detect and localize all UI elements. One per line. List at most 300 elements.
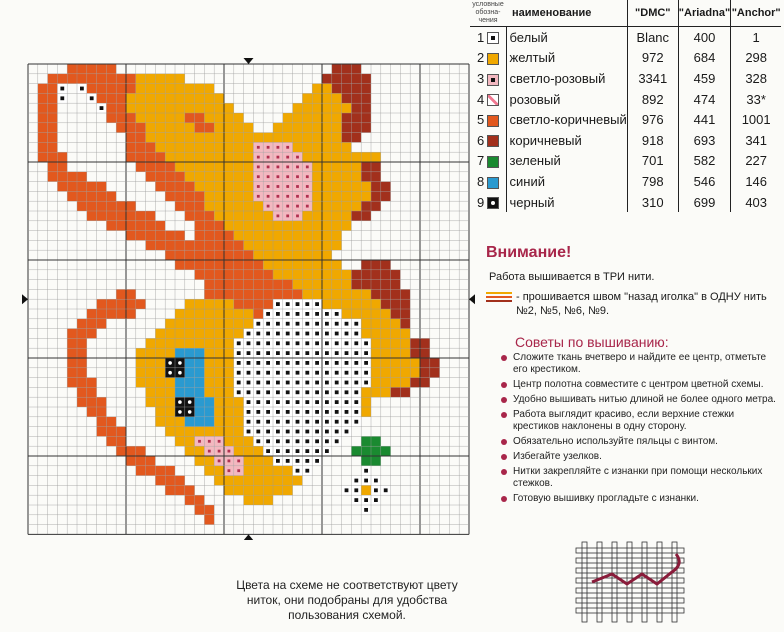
stitch-cell <box>371 162 381 172</box>
center-marker-icon <box>469 294 475 304</box>
stitch-cell <box>195 387 205 397</box>
pink-stitch-mark <box>306 205 309 208</box>
white-stitch-mark <box>266 400 270 404</box>
stitch-cell <box>400 329 410 339</box>
white-stitch-mark <box>315 361 319 365</box>
white-stitch-mark <box>345 430 349 434</box>
white-stitch-mark <box>276 420 280 424</box>
legend-row-name: зеленый <box>506 151 627 172</box>
color-swatch <box>487 89 506 110</box>
stitch-cell <box>106 211 116 221</box>
stitch-cell <box>361 436 371 446</box>
stitch-cell <box>381 329 391 339</box>
stitch-cell <box>155 240 165 250</box>
legend-header-anchor: "Anchor" <box>731 0 782 27</box>
stitch-cell <box>48 152 58 162</box>
stitch-cell <box>106 64 116 74</box>
stitch-cell <box>234 201 244 211</box>
stitch-cell <box>371 182 381 192</box>
white-stitch-mark <box>296 439 300 443</box>
white-stitch-mark <box>256 390 260 394</box>
stitch-cell <box>322 152 332 162</box>
pink-stitch-mark <box>286 156 289 159</box>
stitch-cell <box>293 103 303 113</box>
stitch-cell <box>155 103 165 113</box>
stitch-cell <box>244 162 254 172</box>
stitch-cell <box>116 201 126 211</box>
white-stitch-mark <box>325 341 329 345</box>
stitch-cell <box>214 142 224 152</box>
white-stitch-mark <box>335 430 339 434</box>
stitch-cell <box>224 142 234 152</box>
stitch-cell <box>116 113 126 123</box>
white-stitch-mark <box>345 351 349 355</box>
stitch-cell <box>214 270 224 280</box>
stitch-cell <box>87 387 97 397</box>
legend-row-dmc: Blanc <box>627 27 678 48</box>
stitch-cell <box>195 142 205 152</box>
stitch-cell <box>371 446 381 456</box>
stitch-cell <box>322 84 332 94</box>
stitch-cell <box>371 289 381 299</box>
tips-list <box>500 352 780 508</box>
white-stitch-mark <box>315 400 319 404</box>
legend-row-name: черный <box>506 192 627 213</box>
pink-stitch-mark <box>296 166 299 169</box>
stitch-cell <box>155 378 165 388</box>
white-stitch-mark <box>335 312 339 316</box>
stitch-cell <box>165 397 175 407</box>
stitch-cell <box>214 476 224 486</box>
legend-header-ariadna: "Ariadna" <box>678 0 730 27</box>
stitch-cell <box>195 191 205 201</box>
stitch-cell <box>175 113 185 123</box>
stitch-cell <box>322 142 332 152</box>
white-stitch-mark <box>345 361 349 365</box>
stitch-cell <box>234 329 244 339</box>
stitch-cell <box>263 133 273 143</box>
stitch-cell <box>204 427 214 437</box>
white-stitch-mark <box>315 430 319 434</box>
color-swatch <box>487 151 506 172</box>
stitch-cell <box>420 348 430 358</box>
color-swatch <box>487 27 506 48</box>
stitch-cell <box>312 201 322 211</box>
bullet-icon <box>501 412 507 418</box>
white-stitch-mark <box>315 381 319 385</box>
stitch-cell <box>342 64 352 74</box>
stitch-cell <box>77 348 87 358</box>
white-stitch-mark <box>335 420 339 424</box>
stitch-cell <box>400 319 410 329</box>
white-stitch-mark <box>354 341 358 345</box>
stitch-cell <box>224 231 234 241</box>
stitch-cell <box>136 93 146 103</box>
stitch-cell <box>400 299 410 309</box>
white-stitch-mark <box>286 430 290 434</box>
tip-item <box>500 493 780 505</box>
stitch-cell <box>204 191 214 201</box>
stitch-cell <box>302 231 312 241</box>
stitch-cell <box>253 280 263 290</box>
white-stitch-mark <box>100 106 104 110</box>
stitch-cell <box>351 172 361 182</box>
stitch-cell <box>165 191 175 201</box>
stitch-cell <box>234 280 244 290</box>
white-stitch-mark <box>276 430 280 434</box>
white-stitch-mark <box>286 312 290 316</box>
black-stitch-mark <box>178 371 182 375</box>
stitch-cell <box>214 407 224 417</box>
stitch-cell <box>77 368 87 378</box>
stitch-cell <box>97 211 107 221</box>
legend-row-ariadna: 459 <box>678 68 730 89</box>
stitch-cell <box>312 240 322 250</box>
tip-item <box>500 466 780 490</box>
stitch-cell <box>283 240 293 250</box>
pink-stitch-mark <box>286 205 289 208</box>
stitch-cell <box>293 260 303 270</box>
stitch-cell <box>195 123 205 133</box>
black-stitch-mark <box>178 361 182 365</box>
white-stitch-mark <box>335 341 339 345</box>
white-stitch-mark <box>335 439 339 443</box>
stitch-cell <box>322 191 332 201</box>
white-stitch-mark <box>296 430 300 434</box>
backstitch-line <box>486 300 512 302</box>
stitch-cell <box>234 211 244 221</box>
stitch-cell <box>312 162 322 172</box>
white-stitch-mark <box>305 341 309 345</box>
stitch-cell <box>420 378 430 388</box>
stitch-cell <box>136 152 146 162</box>
stitch-cell <box>351 182 361 192</box>
stitch-cell <box>48 162 58 172</box>
white-stitch-mark <box>354 332 358 336</box>
white-stitch-mark <box>364 351 368 355</box>
white-stitch-mark <box>354 420 358 424</box>
stitch-cell <box>126 133 136 143</box>
stitch-cell <box>126 142 136 152</box>
stitch-cell <box>244 319 254 329</box>
stitch-cell <box>136 378 146 388</box>
stitch-cell <box>371 456 381 466</box>
stitch-cell <box>204 201 214 211</box>
stitch-cell <box>155 338 165 348</box>
stitch-cell <box>165 348 175 358</box>
stitch-cell <box>126 221 136 231</box>
stitch-cell <box>361 299 371 309</box>
stitch-cell <box>342 93 352 103</box>
legend-row-ariadna: 684 <box>678 48 730 69</box>
stitch-cell <box>371 338 381 348</box>
stitch-cell <box>342 74 352 84</box>
legend-row-dmc: 3341 <box>627 68 678 89</box>
stitch-cell <box>244 250 254 260</box>
stitch-cell <box>195 162 205 172</box>
stitch-cell <box>195 250 205 260</box>
stitch-cell <box>165 84 175 94</box>
legend-row-dmc: 310 <box>627 192 678 213</box>
stitch-cell <box>312 172 322 182</box>
legend-row-ariadna: 474 <box>678 89 730 110</box>
stitch-cell <box>391 319 401 329</box>
stitch-cell <box>234 221 244 231</box>
pink-stitch-mark <box>237 469 240 472</box>
stitch-cell <box>214 338 224 348</box>
stitch-cell <box>400 387 410 397</box>
stitch-cell <box>67 329 77 339</box>
stitch-cell <box>302 142 312 152</box>
stitch-cell <box>400 289 410 299</box>
white-stitch-mark <box>354 479 358 483</box>
cross-stitch-pattern <box>22 58 464 536</box>
pink-stitch-mark <box>277 185 280 188</box>
white-stitch-mark <box>286 332 290 336</box>
pink-stitch-mark <box>306 195 309 198</box>
stitch-cell <box>67 338 77 348</box>
white-stitch-mark <box>345 390 349 394</box>
stitch-cell <box>175 172 185 182</box>
stitch-cell <box>224 201 234 211</box>
black-stitch-mark <box>188 410 192 414</box>
stitch-cell <box>273 133 283 143</box>
stitch-cell <box>195 260 205 270</box>
stitch-cell <box>146 113 156 123</box>
weave-thread <box>642 542 647 622</box>
white-stitch-mark <box>325 400 329 404</box>
white-stitch-mark <box>237 351 241 355</box>
tip-item <box>500 436 780 448</box>
stitch-cell <box>244 152 254 162</box>
white-stitch-mark <box>247 381 251 385</box>
white-stitch-mark <box>247 410 251 414</box>
stitch-cell <box>224 260 234 270</box>
stitch-cell <box>87 319 97 329</box>
stitch-cell <box>302 270 312 280</box>
stitch-cell <box>214 211 224 221</box>
pink-stitch-mark <box>306 185 309 188</box>
stitch-cell <box>351 270 361 280</box>
stitch-cell <box>391 348 401 358</box>
stitch-cell <box>175 103 185 113</box>
stitch-cell <box>293 221 303 231</box>
stitch-cell <box>204 270 214 280</box>
attention-text: Работа вышивается в ТРИ нити. <box>489 271 655 283</box>
stitch-cell <box>214 348 224 358</box>
stitch-cell <box>185 84 195 94</box>
stitch-cell <box>351 201 361 211</box>
stitch-cell <box>361 456 371 466</box>
stitch-cell <box>273 280 283 290</box>
stitch-cell <box>273 289 283 299</box>
stitch-cell <box>204 368 214 378</box>
stitch-cell <box>400 348 410 358</box>
backstitch-line <box>486 292 512 294</box>
stitch-cell <box>204 221 214 231</box>
stitch-cell <box>116 103 126 113</box>
stitch-cell <box>244 201 254 211</box>
stitch-cell <box>175 201 185 211</box>
stitch-cell <box>302 152 312 162</box>
white-stitch-mark <box>325 381 329 385</box>
stitch-cell <box>253 495 263 505</box>
stitch-cell <box>214 260 224 270</box>
stitch-cell <box>204 250 214 260</box>
stitch-cell <box>126 113 136 123</box>
stitch-cell <box>253 289 263 299</box>
stitch-cell <box>322 172 332 182</box>
stitch-cell <box>175 84 185 94</box>
stitch-cell <box>332 191 342 201</box>
white-stitch-mark <box>345 341 349 345</box>
stitch-cell <box>361 84 371 94</box>
stitch-cell <box>136 142 146 152</box>
color-note: Цвета на схеме не соответствуют цвету ниток, они подобраны для удобства пользования схемой. <box>236 578 458 622</box>
stitch-cell <box>175 378 185 388</box>
white-stitch-mark <box>276 332 280 336</box>
stitch-cell <box>106 221 116 231</box>
white-stitch-mark <box>256 430 260 434</box>
stitch-cell <box>244 240 254 250</box>
white-stitch-mark <box>247 341 251 345</box>
white-stitch-mark <box>237 371 241 375</box>
weave-thread <box>576 558 684 563</box>
stitch-cell <box>204 329 214 339</box>
white-stitch-mark <box>305 351 309 355</box>
pink-stitch-mark <box>296 175 299 178</box>
stitch-cell <box>195 368 205 378</box>
stitch-cell <box>38 133 48 143</box>
stitch-cell <box>214 221 224 231</box>
stitch-cell <box>400 368 410 378</box>
white-stitch-mark <box>276 371 280 375</box>
legend-row-dmc: 701 <box>627 151 678 172</box>
stitch-cell <box>136 133 146 143</box>
weave-thread <box>576 548 684 553</box>
stitch-cell <box>273 240 283 250</box>
legend-header-dmc: "DMC" <box>627 0 678 27</box>
stitch-cell <box>165 162 175 172</box>
stitch-cell <box>165 476 175 486</box>
stitch-cell <box>224 397 234 407</box>
stitch-cell <box>136 162 146 172</box>
stitch-cell <box>234 319 244 329</box>
stitch-cell <box>283 260 293 270</box>
swatch-square-icon <box>487 32 499 44</box>
stitch-cell <box>195 182 205 192</box>
white-stitch-mark <box>325 312 329 316</box>
white-stitch-mark <box>237 381 241 385</box>
bullet-icon <box>501 355 507 361</box>
white-stitch-mark <box>296 361 300 365</box>
stitch-cell <box>234 162 244 172</box>
stitch-cell <box>97 319 107 329</box>
stitch-cell <box>214 113 224 123</box>
white-stitch-mark <box>305 420 309 424</box>
stitch-cell <box>185 417 195 427</box>
pink-stitch-mark <box>218 460 221 463</box>
stitch-cell <box>185 93 195 103</box>
stitch-cell <box>126 103 136 113</box>
stitch-cell <box>371 299 381 309</box>
color-swatch <box>487 48 506 69</box>
legend-row-anchor: 403 <box>745 194 768 210</box>
legend-row-number: 6 <box>477 132 485 148</box>
white-stitch-mark <box>266 351 270 355</box>
pink-stitch-mark <box>208 450 211 453</box>
stitch-cell <box>175 348 185 358</box>
stitch-cell <box>97 93 107 103</box>
stitch-cell <box>97 427 107 437</box>
stitch-cell <box>224 348 234 358</box>
stitch-cell <box>322 270 332 280</box>
white-stitch-mark <box>286 361 290 365</box>
stitch-cell <box>195 319 205 329</box>
white-stitch-mark <box>305 322 309 326</box>
stitch-cell <box>106 191 116 201</box>
stitch-cell <box>293 270 303 280</box>
stitch-cell <box>244 466 254 476</box>
stitch-cell <box>165 74 175 84</box>
stitch-cell <box>371 309 381 319</box>
stitch-cell <box>371 329 381 339</box>
stitch-cell <box>126 93 136 103</box>
stitch-cell <box>155 142 165 152</box>
stitch-cell <box>204 505 214 515</box>
stitch-cell <box>185 348 195 358</box>
stitch-cell <box>214 427 224 437</box>
stitch-cell <box>185 191 195 201</box>
stitch-cell <box>195 407 205 417</box>
stitch-cell <box>185 152 195 162</box>
stitch-cell <box>332 142 342 152</box>
stitch-cell <box>400 358 410 368</box>
white-stitch-mark <box>364 361 368 365</box>
legend-row <box>470 48 781 69</box>
swatch-plain-icon <box>487 177 499 189</box>
bullet-icon <box>501 496 507 502</box>
legend-row-name: белый <box>506 27 627 48</box>
white-stitch-mark <box>364 371 368 375</box>
stitch-cell <box>224 211 234 221</box>
stitch-cell <box>204 456 214 466</box>
stitch-cell <box>146 338 156 348</box>
stitch-cell <box>185 329 195 339</box>
stitch-cell <box>224 191 234 201</box>
bullet-icon <box>501 454 507 460</box>
white-stitch-mark <box>345 410 349 414</box>
white-stitch-mark <box>60 96 64 100</box>
stitch-cell <box>361 123 371 133</box>
stitch-cell <box>332 84 342 94</box>
stitch-cell <box>283 133 293 143</box>
stitch-cell <box>273 476 283 486</box>
stitch-cell <box>224 123 234 133</box>
stitch-cell <box>332 123 342 133</box>
stitch-cell <box>361 74 371 84</box>
stitch-cell <box>97 299 107 309</box>
stitch-cell <box>322 162 332 172</box>
stitch-cell <box>351 309 361 319</box>
stitch-cell <box>77 397 87 407</box>
stitch-cell <box>244 221 254 231</box>
stitch-cell <box>293 142 303 152</box>
stitch-cell <box>195 211 205 221</box>
stitch-cell <box>224 172 234 182</box>
white-stitch-mark <box>335 361 339 365</box>
white-stitch-mark <box>266 332 270 336</box>
